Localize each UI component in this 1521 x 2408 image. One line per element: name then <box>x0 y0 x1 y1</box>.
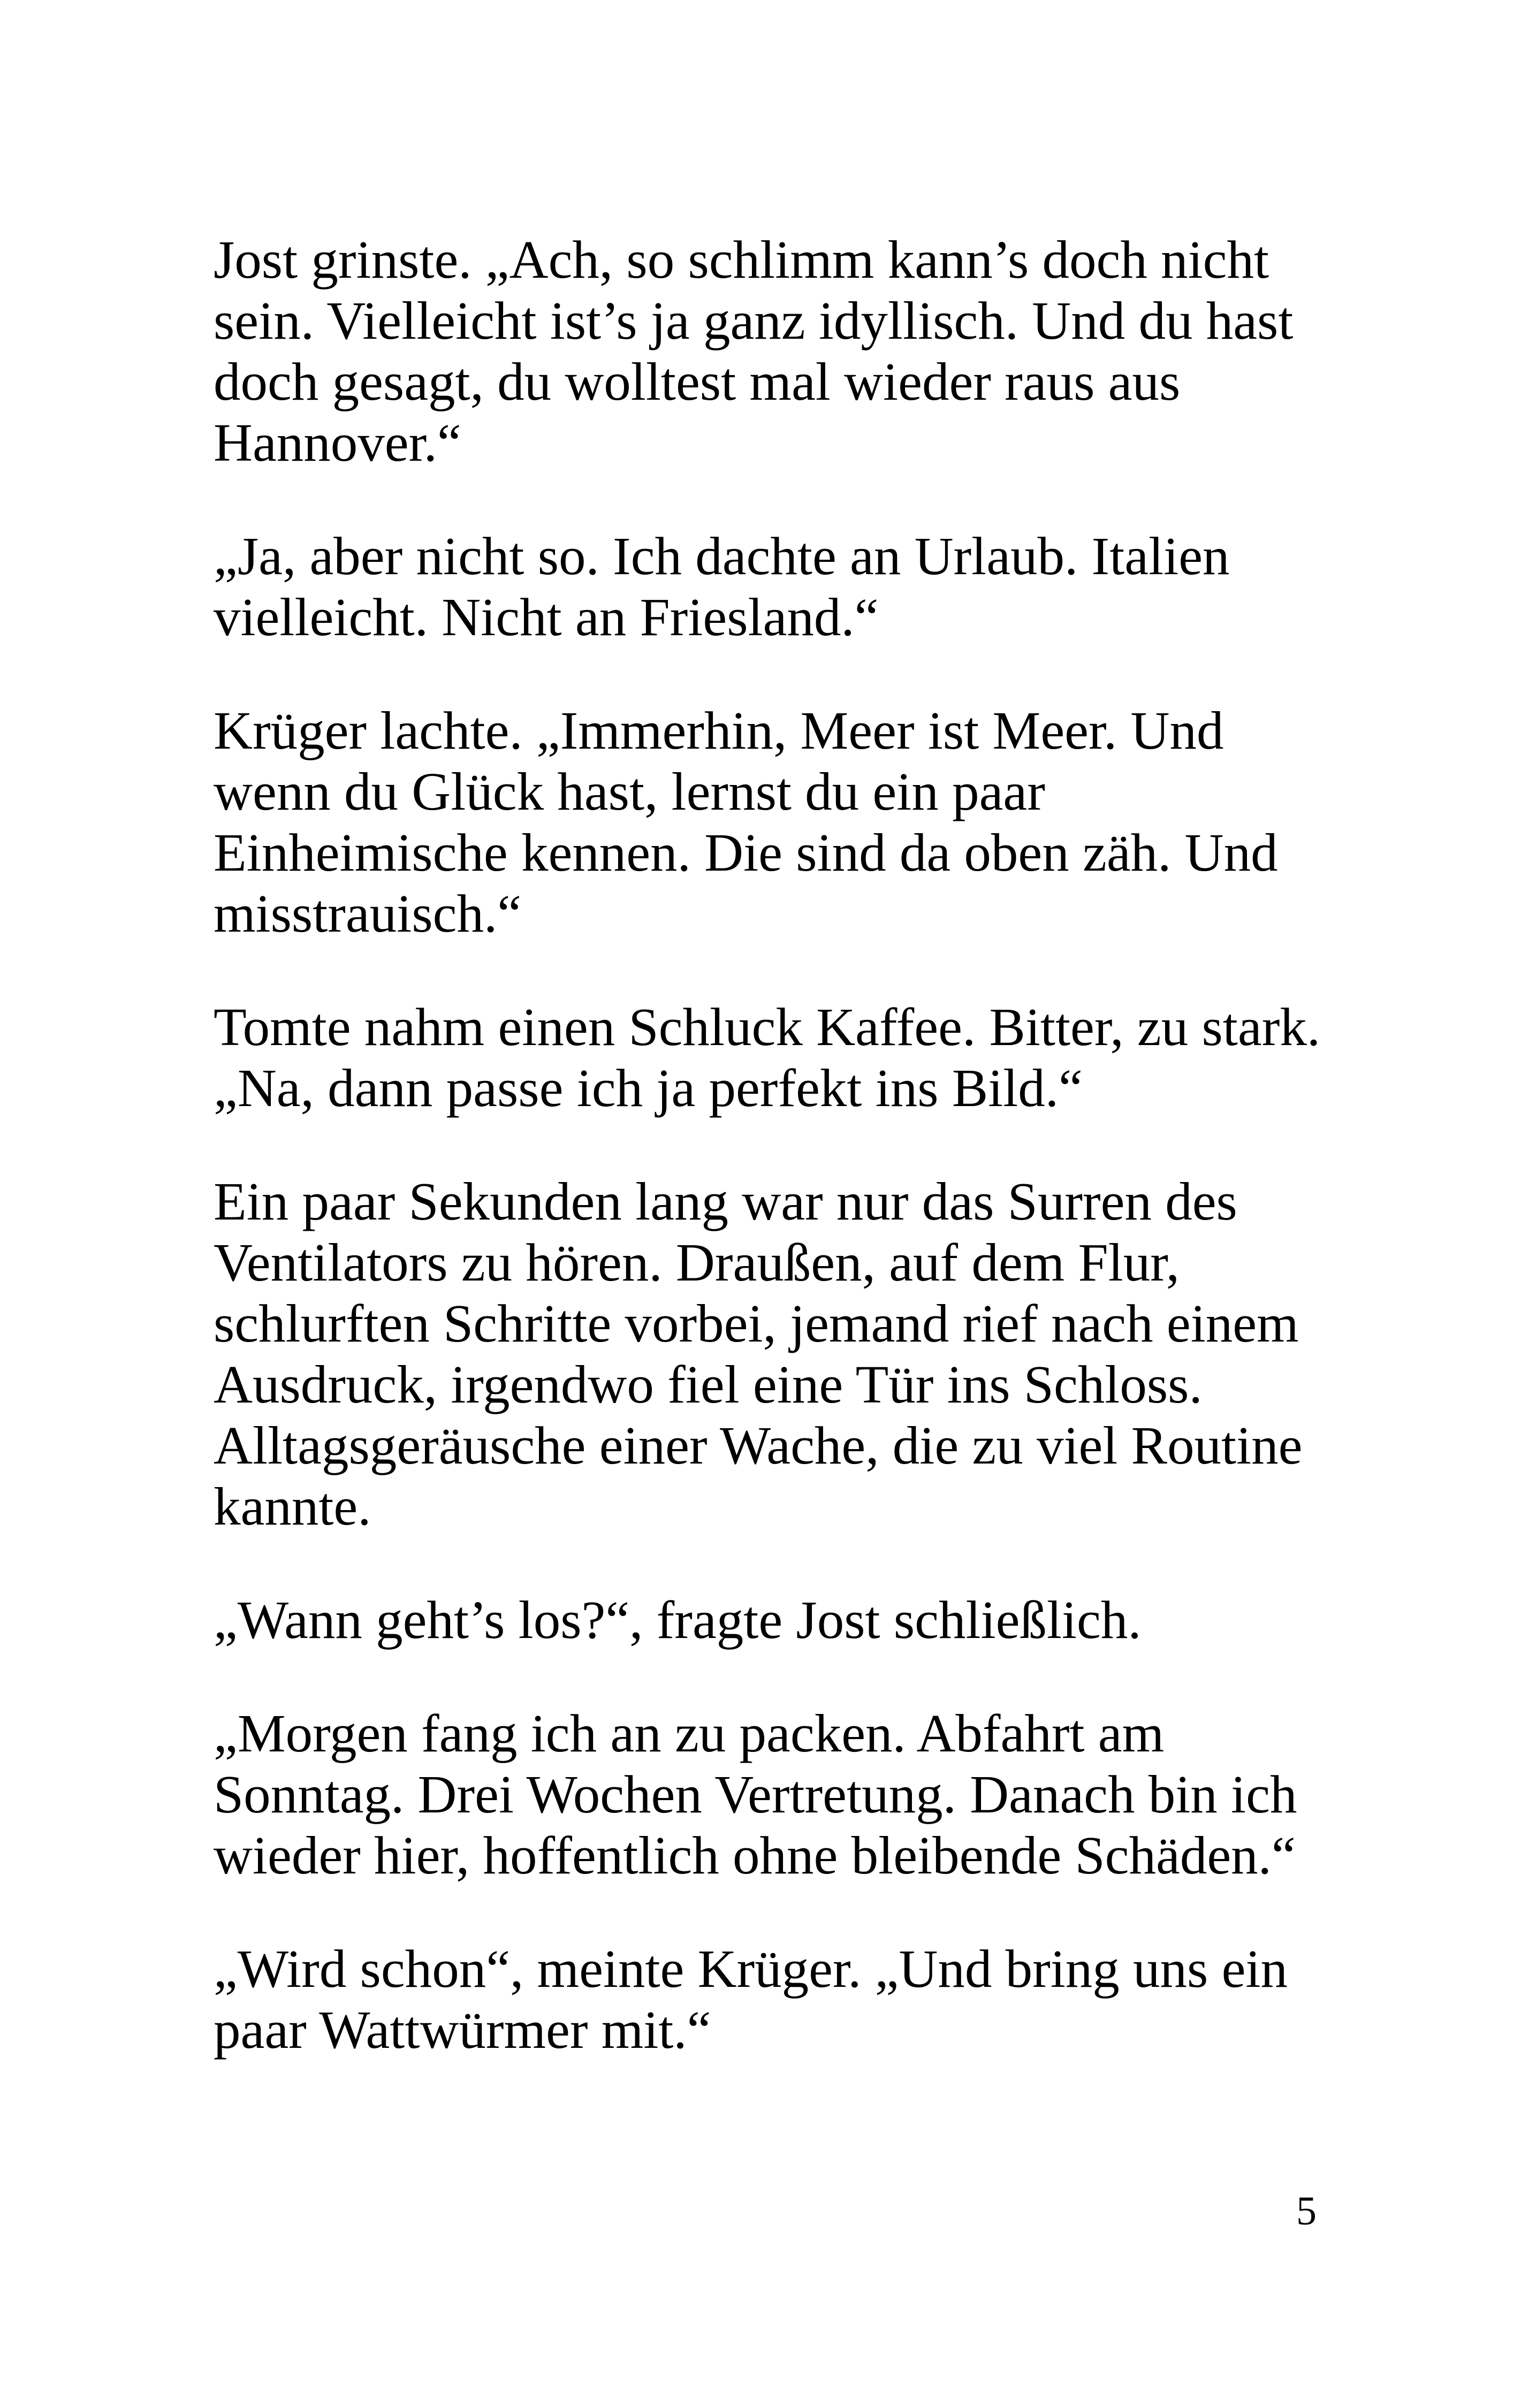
page-number: 5 <box>1296 2189 1317 2234</box>
text-line: Einheimische kennen. Die sind da oben zäh. Und <box>214 822 1278 882</box>
paragraph <box>214 1589 1343 1650</box>
text-line: Sonntag. Drei Wochen Vertretung. Danach bin ich <box>214 1764 1297 1824</box>
text-line: paar Wattwürmer mit.“ <box>214 2000 711 2060</box>
paragraph <box>214 996 1343 1118</box>
paragraph <box>214 1703 1343 1886</box>
text-line: „Wann geht’s los?“, fragte Jost schließlich. <box>214 1590 1142 1650</box>
text-line: „Wird schon“, meinte Krüger. „Und bring uns ein <box>214 1939 1288 1999</box>
text-line: Tomte nahm einen Schluck Kaffee. Bitter, zu stark. <box>214 997 1321 1057</box>
text-line: schlurften Schritte vorbei, jemand rief nach einem <box>214 1293 1299 1353</box>
paragraph <box>214 700 1343 944</box>
text-line: Ventilators zu hören. Draußen, auf dem Flur, <box>214 1232 1180 1292</box>
text-line: misstrauisch.“ <box>214 883 522 943</box>
paragraph <box>214 525 1343 647</box>
text-line: Krüger lachte. „Immerhin, Meer ist Meer. Und <box>214 700 1224 760</box>
text-line: „Ja, aber nicht so. Ich dachte an Urlaub. Italien <box>214 526 1230 586</box>
text-line: Hannover.“ <box>214 413 461 473</box>
text-body <box>214 229 1343 2113</box>
text-line: Alltagsgeräusche einer Wache, die zu viel Routine <box>214 1415 1303 1475</box>
text-line: sein. Vielleicht ist’s ja ganz idyllisch. Und du hast <box>214 291 1294 350</box>
paragraph <box>214 1171 1343 1537</box>
text-line: wieder hier, hoffentlich ohne bleibende Schäden.“ <box>214 1825 1296 1885</box>
text-line: Jost grinste. „Ach, so schlimm kann’s doch nicht <box>214 230 1269 289</box>
text-line: „Morgen fang ich an zu packen. Abfahrt am <box>214 1703 1165 1763</box>
text-line: kannte. <box>214 1476 371 1536</box>
text-line: wenn du Glück hast, lernst du ein paar <box>214 761 1045 821</box>
text-line: „Na, dann passe ich ja perfekt ins Bild.“ <box>214 1058 1083 1118</box>
paragraph <box>214 229 1343 473</box>
text-line: doch gesagt, du wolltest mal wieder raus aus <box>214 352 1181 412</box>
text-line: Ein paar Sekunden lang war nur das Surren des <box>214 1171 1237 1231</box>
paragraph <box>214 1938 1343 2060</box>
text-line: vielleicht. Nicht an Friesland.“ <box>214 587 879 647</box>
text-line: Ausdruck, irgendwo fiel eine Tür ins Schloss. <box>214 1354 1203 1414</box>
